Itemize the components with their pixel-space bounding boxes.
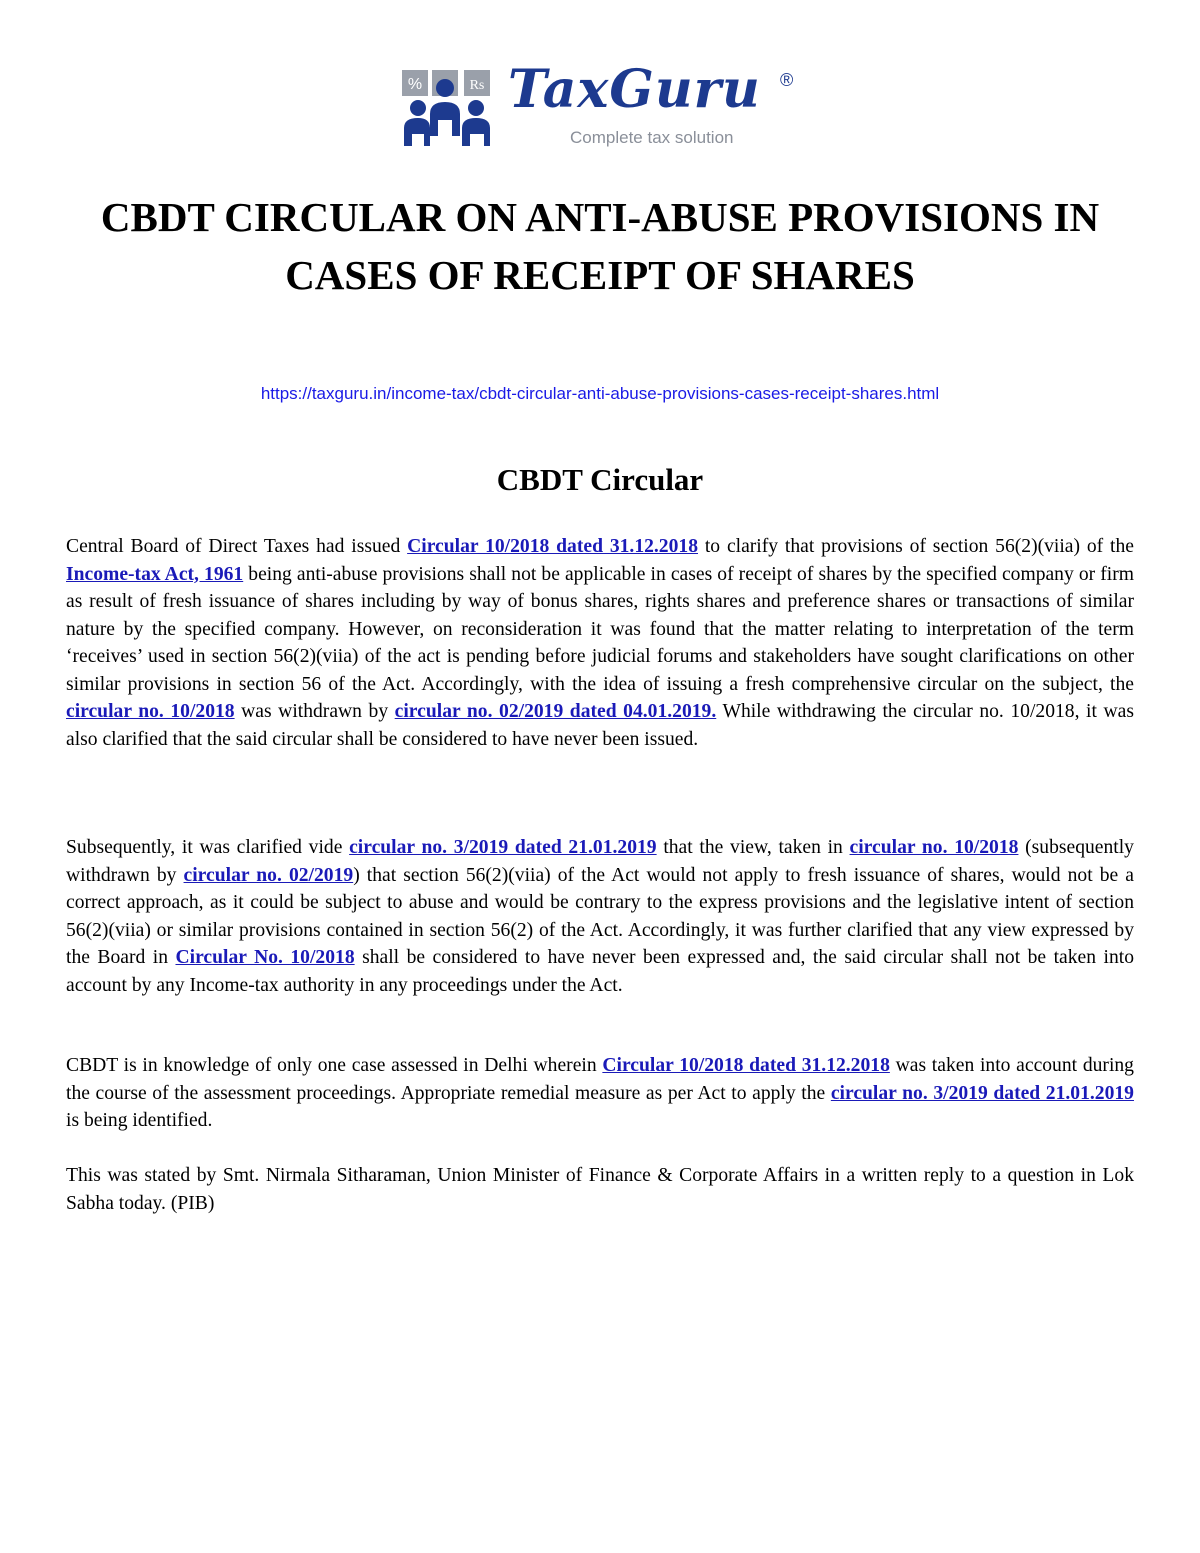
paragraph-text: to clarify that provisions of section 56(2)(viia) of the — [698, 536, 1134, 557]
paragraph-3 — [66, 1052, 1134, 1135]
paragraph-text: shall be considered to have never been expressed and, the said circular shall not be taken into account by any Income-tax authority in any proceedings under the Act. — [66, 947, 1134, 996]
source-url-link[interactable]: https://taxguru.in/income-tax/cbdt-circular-anti-abuse-provisions-cases-receipt-shares.html — [260, 384, 940, 403]
paragraph-text: being anti-abuse provisions shall not be applicable in cases of receipt of shares by the specified company or firm as result of fresh issuance of shares including by way of bonus shares, rights shares and preference shares or transactions of similar nature by the specified company. However, on reconsideration it was found that the matter relating to interpretation of the term ‘receives’ used in section 56(2)(viia) of the act is pending before judicial forums and stakeholders have sought clarifications on other similar provisions in section 56 of the Act. Accordingly, with the idea of issuing a fresh comprehensive circular on the subject, the — [66, 563, 1134, 695]
section-heading: CBDT Circular — [496, 462, 704, 497]
circular-10-2018-link[interactable]: circular no. 10/2018 — [849, 837, 1019, 858]
income-tax-act-link[interactable]: Income-tax Act, 1961 — [66, 563, 244, 585]
paragraph-text: (subsequently withdrawn by — [66, 837, 1134, 886]
circular-02-2019-link[interactable]: circular no. 02/2019 dated 04.01.2019. — [394, 701, 717, 722]
paragraph-1 — [66, 533, 1134, 753]
circular-10-2018-link[interactable]: Circular 10/2018 dated 31.12.2018 — [602, 1055, 890, 1076]
taxguru-logo — [400, 59, 800, 152]
circular-10-2018-link[interactable]: circular no. 10/2018 — [66, 701, 235, 722]
circular-10-2018-link[interactable]: Circular 10/2018 dated 31.12.2018 — [407, 536, 698, 557]
circular-3-2019-link[interactable]: circular no. 3/2019 dated 21.01.2019 — [349, 837, 657, 858]
logo-tagline: Complete tax solution — [570, 128, 734, 147]
logo-people-icon — [400, 66, 510, 152]
paragraph-text: is being identified. — [66, 1110, 213, 1131]
paragraph-text: was taken into account during the course of the assessment proceedings. Appropriate remedial measure as per Act to apply the — [66, 1055, 1134, 1104]
paragraph-text: CBDT is in knowledge of only one case assessed in Delhi wherein — [66, 1055, 603, 1076]
rupee-glyph: Rs — [469, 78, 485, 93]
paragraph-4 — [66, 1162, 1134, 1217]
paragraph-text: Subsequently, it was clarified vide — [66, 837, 350, 858]
paragraph-text: While withdrawing the circular no. 10/2018, it was also clarified that the said circular shall be considered to have never been issued. — [66, 701, 1134, 750]
registered-mark: ® — [780, 70, 794, 90]
circular-02-2019-link[interactable]: circular no. 02/2019 — [183, 864, 354, 886]
paragraph-text: ) that section 56(2)(viia) of the Act would not apply to fresh issuance of shares, would not be a correct approach, as it could be subject to abuse and would be contrary to the express provisions and the legislative intent of section 56(2)(viia) or similar provisions contained in section 56(2) of the Act. Accordingly, it was further clarified that any view expressed by the Board in — [66, 864, 1134, 968]
paragraph-text: This was stated by Smt. Nirmala Sitharaman, Union Minister of Finance & Corporate Affairs in a written reply to a question in Lok Sabha today. (PIB) — [66, 1165, 1134, 1214]
circular-10-2018-link[interactable]: Circular No. 10/2018 — [175, 947, 355, 968]
paragraph-2 — [66, 834, 1134, 999]
percent-glyph: % — [407, 76, 423, 93]
document-title: CBDT CIRCULAR ON ANTI-ABUSE PROVISIONS IN CASES OF RECEIPT OF SHARES — [100, 194, 1100, 298]
logo-wordmark: TaxGuru — [508, 59, 761, 120]
paragraph-text: was withdrawn by — [234, 701, 395, 722]
circular-3-2019-link[interactable]: circular no. 3/2019 dated 21.01.2019 — [830, 1082, 1134, 1104]
paragraph-text: Central Board of Direct Taxes had issued — [66, 536, 408, 557]
paragraph-text: that the view, taken in — [656, 837, 850, 858]
